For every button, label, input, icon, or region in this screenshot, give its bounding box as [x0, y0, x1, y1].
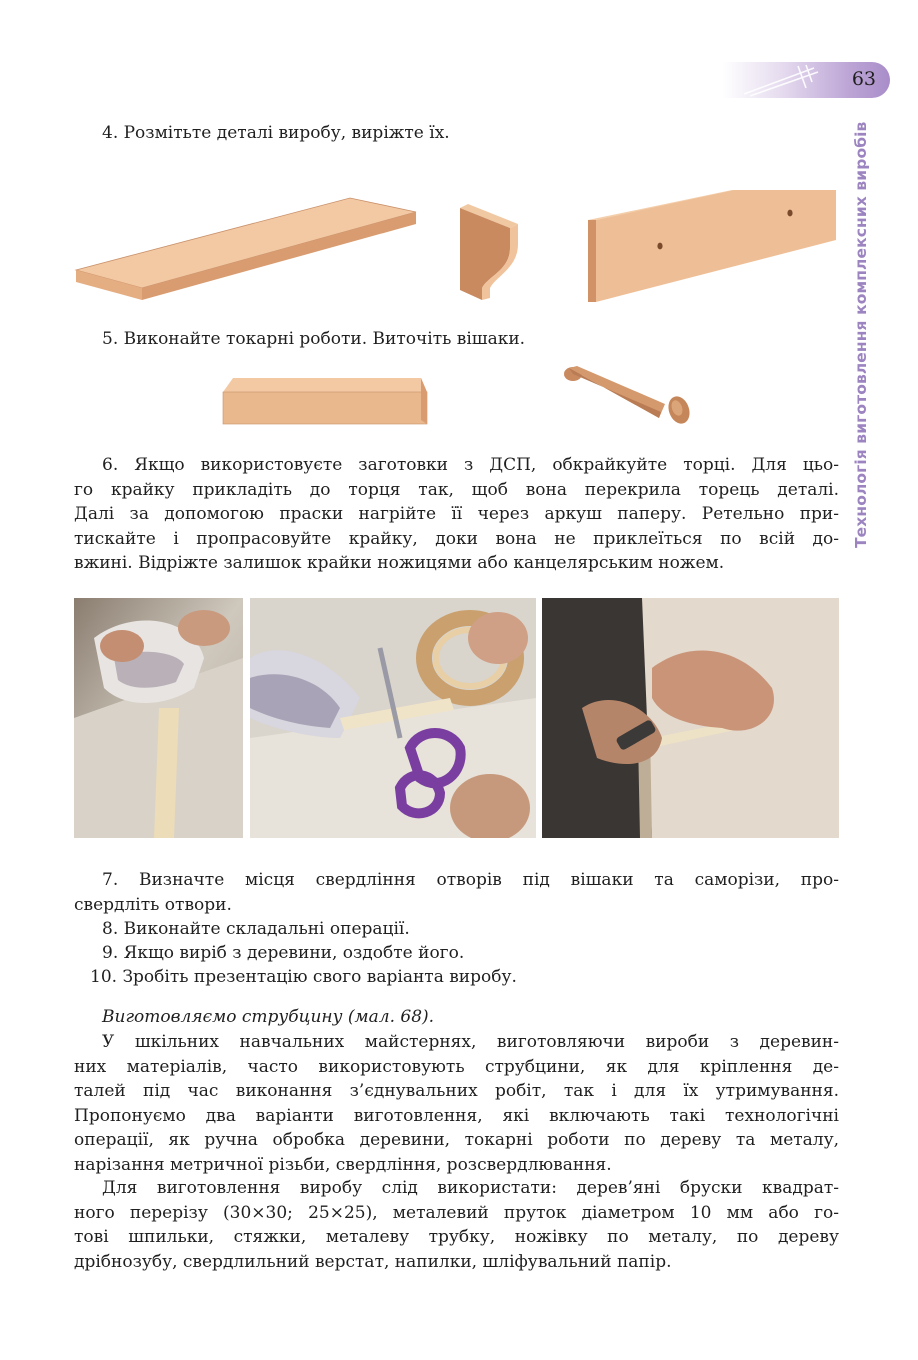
- text-line: операції, як ручна обробка деревини, токарні роботи по дереву та металу,: [74, 1130, 839, 1150]
- section-paragraph-1: [74, 1030, 839, 1177]
- text-line: тискайте і пропрасовуйте крайку, доки вона не приклеїться по всій до-: [74, 528, 839, 549]
- screw-hole-right: [787, 210, 792, 217]
- step-10: 10. Зробіть презентацію свого варіанта виробу.: [90, 967, 517, 987]
- step-5: 5. Виконайте токарні роботи. Виточіть вішаки.: [102, 329, 526, 349]
- text-line: них матеріалів, часто використовують струбцини, як для кріплення де-: [74, 1056, 839, 1077]
- text-line: нарізання метричної різьби, свердління, розсвердлювання.: [74, 1154, 612, 1175]
- wood-blank-shape: [223, 378, 427, 424]
- text-line: свердліть отвори.: [74, 894, 232, 915]
- text-line: У шкільних навчальних майстернях, виготовляючи вироби з деревин-: [102, 1032, 839, 1052]
- text-line: талей під час виконання з’єднувальних робіт, так і для їх утримування.: [74, 1081, 839, 1101]
- coat-hook-shape: [564, 366, 693, 427]
- section-heading: Виготовляємо струбцину (мал. 68).: [102, 1007, 435, 1027]
- shelf-board-shape: [76, 198, 416, 300]
- step-6-paragraph: [74, 453, 839, 576]
- text-line: го крайку прикладіть до торця так, щоб вона перекрила торець деталі.: [74, 479, 839, 500]
- page-number-tab: [722, 62, 890, 98]
- text-line: вжині. Відріжте залишок крайки ножицями або канцелярським ножем.: [74, 553, 725, 573]
- caliper-icon: [740, 64, 820, 98]
- cut-parts-illustration: [70, 190, 850, 310]
- page-number: 63: [851, 68, 876, 90]
- text-line: 7. Визначте місця свердління отворів під вішаки та саморізи, про-: [102, 870, 839, 890]
- turning-illustration: [215, 360, 705, 430]
- step-4: 4. Розмітьте деталі виробу, виріжте їх.: [102, 123, 450, 143]
- photo-ironing-edge: [74, 598, 243, 838]
- bracket-shape: [460, 204, 518, 300]
- text-line: Далі за допомогою праски нагрійте її через аркуш паперу. Ретельно при-: [74, 504, 839, 524]
- section-paragraph-2: [74, 1176, 839, 1274]
- step-9: 9. Якщо виріб з деревини, оздобте його.: [102, 943, 465, 963]
- back-board-shape: [588, 190, 836, 302]
- step-8: 8. Виконайте складальні операції.: [102, 919, 410, 939]
- text-line: Для виготовлення виробу слід використати: дерев’яні бруски квадрат-: [102, 1178, 839, 1198]
- photo-cutting-scissors: [250, 598, 536, 838]
- text-line: тові шпильки, стяжки, металеву трубку, ножівку по металу, по дереву: [74, 1227, 839, 1247]
- text-line: Пропонуємо два варіанти виготовлення, які включають такі технологічні: [74, 1105, 839, 1126]
- text-line: дрібнозубу, свердлильний верстат, напилки, шліфувальний папір.: [74, 1251, 672, 1272]
- text-line: 6. Якщо використовуєте заготовки з ДСП, обкрайкуйте торці. Для цьо-: [102, 455, 839, 475]
- chapter-side-title: Технологія виготовлення комплексних виробів: [852, 122, 870, 549]
- text-line: ного перерізу (30×30; 25×25), металевий пруток діаметром 10 мм або го-: [74, 1202, 839, 1223]
- photo-trimming-knife: [542, 598, 839, 838]
- screw-hole-left: [657, 243, 662, 250]
- step-7-paragraph: [74, 868, 839, 917]
